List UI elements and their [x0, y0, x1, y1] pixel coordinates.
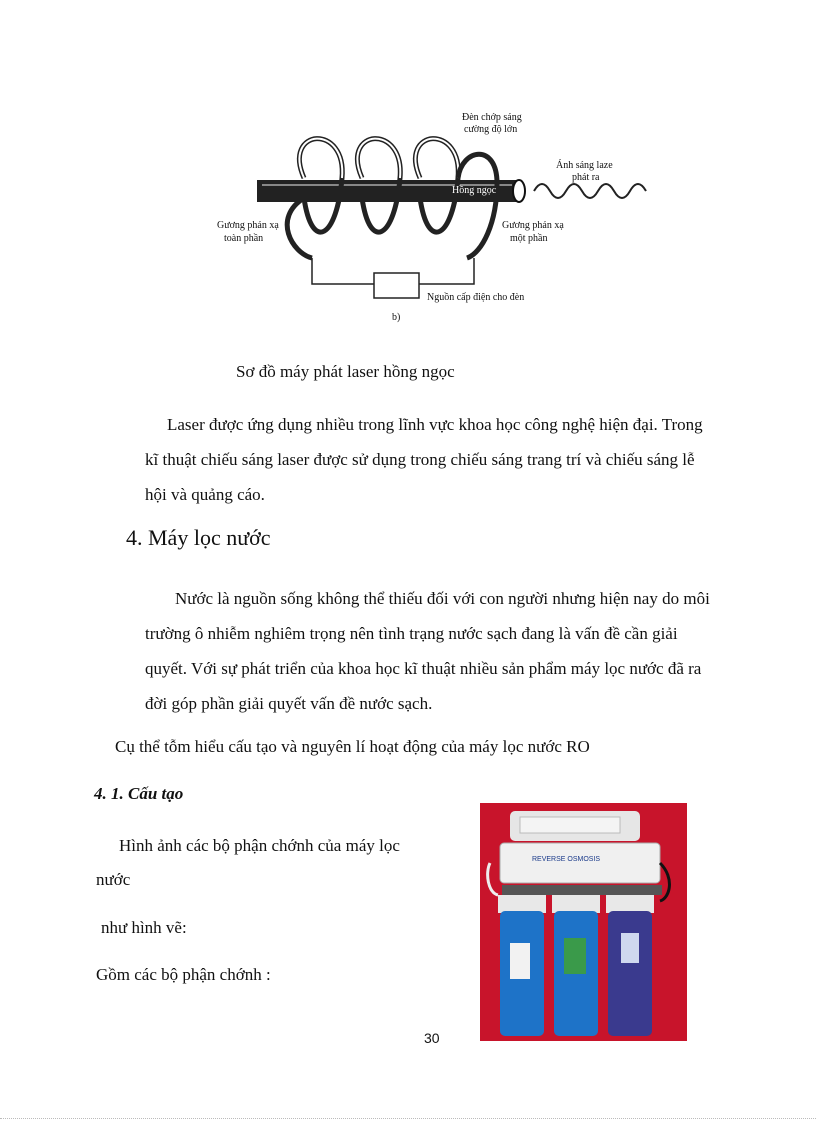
label-mirror-part-2: một phần: [510, 233, 548, 244]
page-bottom-border: [0, 1118, 816, 1119]
label-lamp-2: cường độ lớn: [464, 124, 518, 135]
body-line-4: Gồm các bộ phận chớnh :: [96, 965, 271, 984]
body-line-3: như hình vẽ:: [101, 918, 187, 937]
label-power: Nguồn cấp điện cho đèn: [427, 292, 525, 303]
figure-caption: Sơ đồ máy phát laser hồng ngọc: [236, 362, 455, 381]
laser-paragraph: Laser được ứng dụng nhiều trong lĩnh vực khoa học công nghệ hiện đại. Trong kĩ thuật chiếu sáng laser được sử dụng trong chiếu sáng trang trí và chiếu sáng lễ hội và quảng cáo.: [145, 415, 703, 504]
label-lamp-1: Đèn chớp sáng: [462, 112, 522, 123]
label-light-1: Ánh sáng laze: [556, 160, 613, 171]
label-ruby: Hồng ngọc: [452, 185, 497, 196]
label-light-2: phát ra: [572, 172, 600, 183]
body-line-2: nước: [96, 870, 131, 889]
label-b: b): [392, 312, 401, 323]
intro-line: Cụ thể tỗm hiểu cấu tạo và nguyên lí hoạt động của máy lọc nước RO: [115, 737, 590, 756]
section-heading: 4. Máy lọc nước: [126, 525, 271, 550]
label-mirror-part-1: Gương phản xạ: [502, 220, 564, 231]
label-mirror-full-1: Gương phản xạ: [217, 220, 279, 231]
laser-light-wave: [534, 184, 646, 198]
photo-label: REVERSE OSMOSIS: [532, 856, 601, 863]
ruby-laser-diagram: [212, 108, 672, 328]
water-filter-photo: [480, 803, 687, 1041]
subsection-heading: 4. 1. Cấu tạo: [94, 784, 184, 803]
label-mirror-full-2: toàn phần: [224, 233, 264, 244]
page-number: 30: [424, 1030, 440, 1046]
body-line-1: Hình ảnh các bộ phận chớnh của máy lọc: [119, 836, 400, 855]
water-filter-paragraph: Nước là nguồn sống không thể thiếu đối với con người nhưng hiện nay do môi trường ô nhiễm nghiêm trọng nên tình trạng nước sạch đang là vấn đề cần giải quyết. Với sự phát triển của khoa học kĩ thuật nhiều sản phẩm máy lọc nước đã ra đời góp phần giải quyết vấn đề nước sạch.: [145, 589, 710, 713]
